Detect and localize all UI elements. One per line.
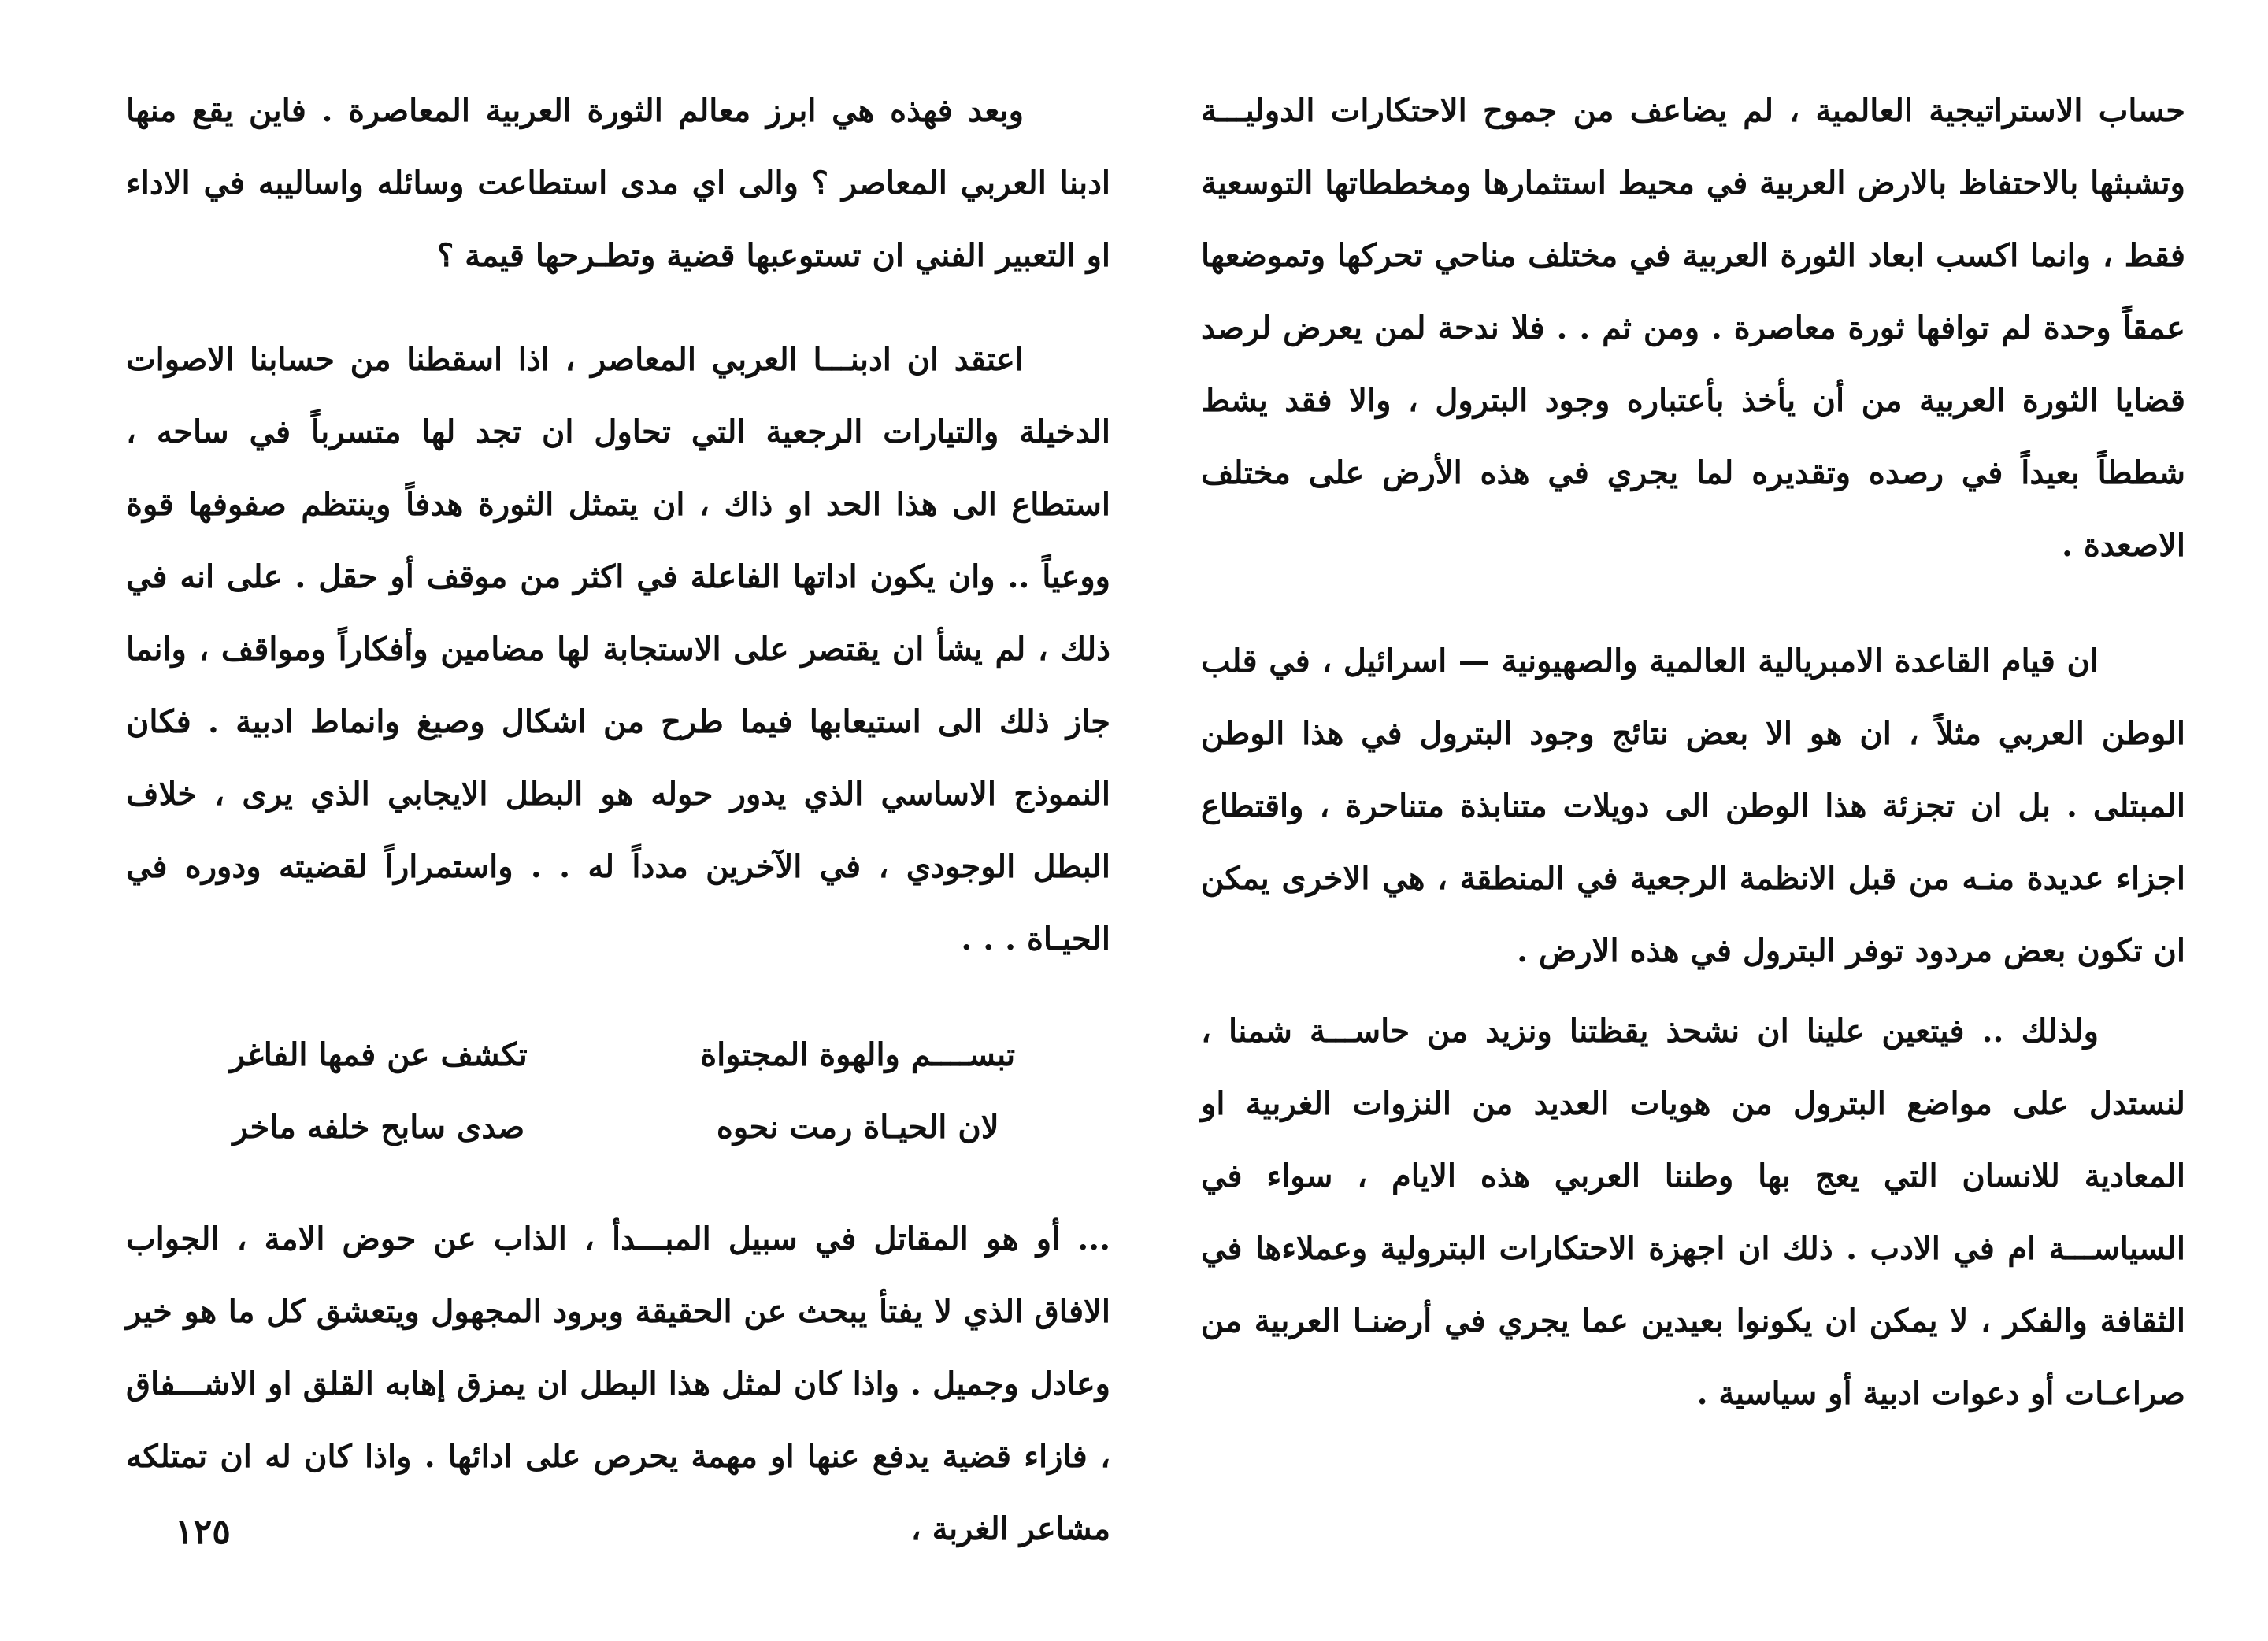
poem-hemistich-second: صدى سابح خلفه ماخر	[232, 1109, 525, 1146]
right-text-column	[1201, 75, 2185, 1430]
poem-line	[158, 1091, 1079, 1164]
page-number: ١٢٥	[175, 1512, 231, 1552]
left-text-column	[126, 75, 1110, 1565]
poem-verses	[126, 1019, 1110, 1164]
paragraph: ان قيام القاعدة الامبريالية العالمية والصهيونية — اسرائيل ، في قلب الوطن العربي مثلاً ، ان هو الا بعض نتائج وجود البترول في هذا الوطن المبتلى . بل ان تجزئة هذا الوطن الى دويلات متنابذة متناحرة ، واقتطاع اجزاء عديدة منـه من قبل الانظمة الرجعية في المنطقة ، هي الاخرى يمكن ان تكون بعض مردود توفر البترول في هذه الارض .	[1201, 643, 2185, 969]
poem-hemistich-first: لان الحيـاة رمت نحوه	[716, 1109, 999, 1146]
poem-line	[158, 1019, 1079, 1091]
paragraph: ... أو هو المقاتل في سبيل المبـــدأ ، الذاب عن حوض الامة ، الجواب الافاق الذي لا يفتأ يبحث عن الحقيقة وبرود المجهول ويتعشق كل ما هو خير وعادل وجميل . واذا كان لمثل هذا البطل ان يمزق إهابه القلق او الاشـــفاق ، فازاء قضية يدفع عنها او مهمة يحرص على ادائها . واذا كان له ان تمتلكه مشاعر الغربة ،	[126, 1221, 1111, 1547]
paragraph: اعتقد ان ادبنـــا العربي المعاصر ، اذا اسقطنا من حسابنا الاصوات الدخيلة والتيارات الرجعية التي تحاول ان تجد لها متسرباً في ساحه ، استطاع الى هذا الحد او ذاك ، ان يتمثل الثورة هدفاً وينتظم صفوفها قوة ووعياً .. وان يكون اداتها الفاعلة في اكثر من موقف أو حقل . على انه في ذلك ، لم يشأ ان يقتصر على الاستجابة لها مضامين وأفكاراً ومواقف ، وانما جاز ذلك الى استيعابها فيما طرح من اشكال وصيغ وانماط ادبية . فكان النموذج الاساسي الذي يدور حوله هو البطل الايجابي الذي يرى ، خلاف البطل الوجودي ، في الآخرين مدداً له . . واستمراراً لقضيته ودوره في الحيـاة . . .	[126, 341, 1110, 958]
paragraph: حساب الاستراتيجية العالمية ، لم يضاعف من جموح الاحتكارات الدوليـــة وتشبثها بالاحتفاظ بالارض العربية في محيط استثمارها ومخططاتها التوسعية فقط ، وانما اكسب ابعاد الثورة العربية في مختلف مناحي تحركها وتموضعها عمقاً وحدة لم توافها ثورة معاصرة . ومن ثم . . فلا ندحة لمن يعرض لرصد قضايا الثورة العربية من أن يأخذ بأعتباره وجود البترول ، والا فقد يشط شططاً بعيداً في رصده وتقديره لما يجري في هذه الأرض على مختلف الاصعدة .	[1201, 92, 2186, 564]
paragraph: وبعد فهذه هي ابرز معالم الثورة العربية المعاصرة . فاين يقع منها ادبنا العربي المعاصر ؟ والى اي مدى استطاعت وسائله واساليبه في الاداء او التعبير الفني ان تستوعبها قضية وتطـرحها قيمة ؟	[126, 92, 1110, 274]
paragraph: ولذلك .. فيتعين علينا ان نشحذ يقظتنا ونزيد من حاســـة شمنا ، لنستدل على مواضع البترول من هويات العديد من النزوات الغربية او المعادية للانسان التي يعج بها وطننا العربي هذه الايام ، سواء في السياســـة ام في الادب . ذلك ان اجهزة الاحتكارات البترولية وعملاءها في الثقافة والفكر ، لا يمكن ان يكونوا بعيدين عما يجري في أرضنـا العربية من صراعـات أو دعوات ادبية أو سياسية .	[1201, 1013, 2185, 1412]
poem-hemistich-first: تبســــم والهوة المجتواة	[700, 1036, 1016, 1073]
poem-hemistich-second: تكشف عن فمها الفاغر	[229, 1036, 528, 1073]
